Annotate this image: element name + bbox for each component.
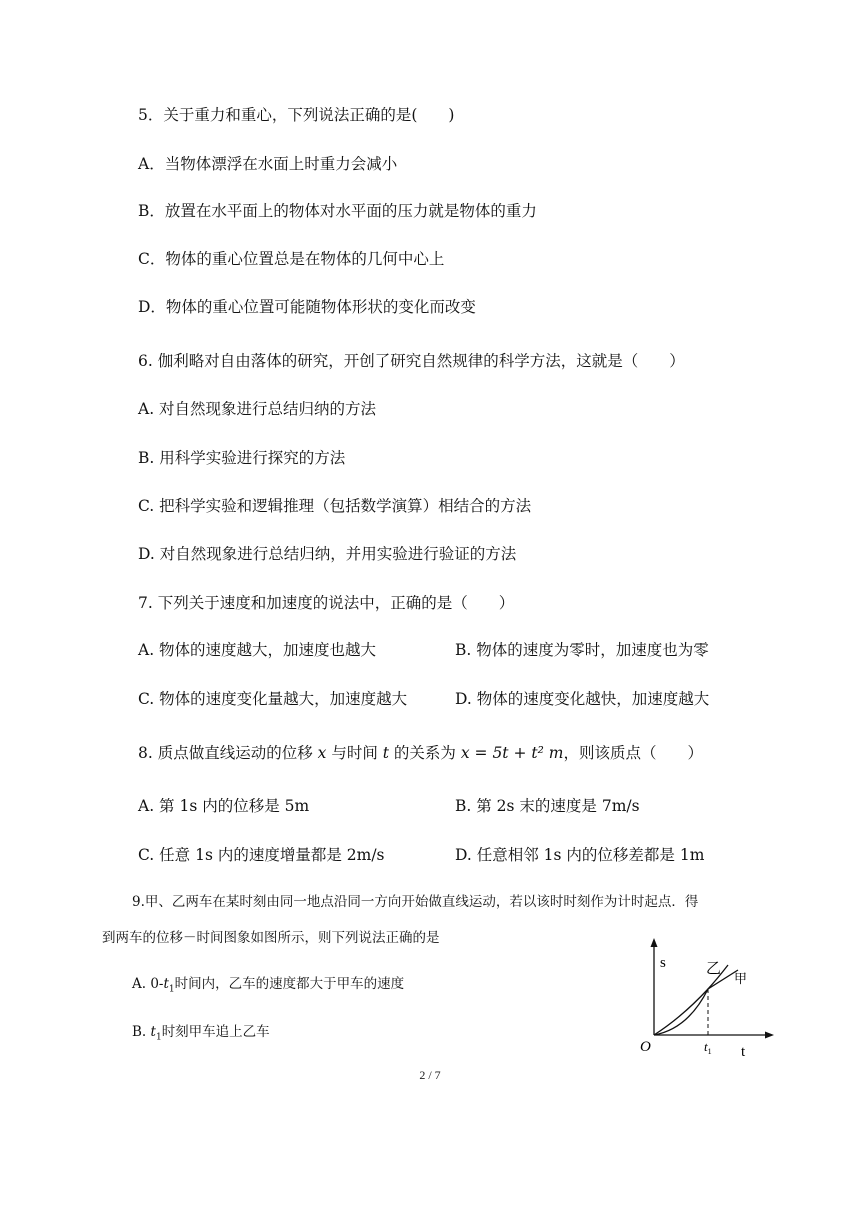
q9-option-b-prefix: B. (132, 1024, 151, 1040)
q6-option-a: A. 对自然现象进行总结归纳的方法 (138, 400, 377, 418)
q9-option-a-var: t (163, 976, 169, 992)
jia-curve-label: 甲 (734, 971, 748, 986)
q7-option-b: B. 物体的速度为零时，加速度也为零 (455, 641, 709, 659)
q6-stem: 6. 伽利略对自由落体的研究，开创了研究自然规律的科学方法，这就是（ ） (138, 352, 685, 370)
q8-stem-mid2: 的关系为 (389, 744, 461, 762)
q9-stem-line1: 9.甲、乙两车在某时刻由同一地点沿同一方向开始做直线运动，若以该时时刻作为计时起点．得 (132, 894, 699, 910)
q9-option-a-sub: 1 (168, 984, 175, 995)
q9-option-b (132, 1021, 270, 1049)
t-axis-label: t (741, 1044, 746, 1060)
q8-option-c: C. 任意 1s 内的速度增量都是 2m/s (138, 846, 385, 864)
origin-label: O (640, 1039, 651, 1055)
q7-option-d: D. 物体的速度变化越快，加速度越大 (455, 690, 710, 708)
q8-var-t: t (382, 744, 389, 762)
s-axis-arrow (651, 938, 658, 947)
q6-option-c: C. 把科学实验和逻辑推理（包括数学演算）相结合的方法 (138, 497, 532, 515)
yi-curve-label: 乙 (706, 961, 722, 977)
q8-stem (138, 742, 703, 764)
q6-option-b: B. 用科学实验进行探究的方法 (138, 449, 346, 467)
q5-option-b: B．放置在水平面上的物体对水平面的压力就是物体的重力 (138, 202, 537, 220)
q8-option-b: B. 第 2s 末的速度是 7m/s (455, 797, 640, 815)
q8-stem-prefix: 8. 质点做直线运动的位移 (138, 744, 318, 762)
q6-option-d: D. 对自然现象进行总结归纳，并用实验进行验证的方法 (138, 545, 517, 563)
st-graph-figure (630, 935, 780, 1065)
t1-tick-label (704, 1039, 712, 1056)
t1-tick-var: t (704, 1039, 708, 1054)
q9-stem-line2: 到两车的位移－时间图象如图所示，则下列说法正确的是 (102, 930, 440, 946)
curve-jia (654, 970, 738, 1035)
q9-option-a-prefix: A. 0- (132, 976, 164, 992)
q7-option-c: C. 物体的速度变化量越大，加速度越大 (138, 690, 408, 708)
s-axis-label: s (660, 955, 666, 971)
q8-var-x: x (317, 744, 327, 762)
q5-option-a: A．当物体漂浮在水面上时重力会减小 (138, 155, 398, 173)
q9-option-b-var: t (150, 1024, 156, 1040)
t1-tick-sub: 1 (707, 1047, 712, 1056)
q8-formula: x = 5t + t² m (460, 744, 564, 762)
t-axis-arrow (765, 1032, 774, 1039)
q8-option-d: D. 任意相邻 1s 内的位移差都是 1m (455, 846, 705, 864)
q8-option-a: A. 第 1s 内的位移是 5m (138, 797, 310, 815)
page-number: 2 / 7 (419, 1068, 441, 1082)
q8-stem-suffix: ，则该质点（ ） (563, 744, 703, 762)
q9-option-a-suffix: 时间内，乙车的速度都大于甲车的速度 (174, 976, 405, 992)
q9-option-b-suffix: 时刻甲车追上乙车 (161, 1024, 270, 1040)
q7-stem: 7. 下列关于速度和加速度的说法中，正确的是（ ） (138, 594, 515, 612)
q9-option-b-sub: 1 (155, 1032, 162, 1043)
q5-option-c: C．物体的重心位置总是在物体的几何中心上 (138, 250, 445, 268)
q9-option-a (132, 973, 404, 1001)
q5-option-d: D．物体的重心位置可能随物体形状的变化而改变 (138, 298, 476, 316)
q7-option-a: A. 物体的速度越大，加速度也越大 (138, 641, 377, 659)
q5-stem: 5．关于重力和重心，下列说法正确的是( ) (138, 106, 455, 124)
q8-stem-mid1: 与时间 (326, 744, 383, 762)
